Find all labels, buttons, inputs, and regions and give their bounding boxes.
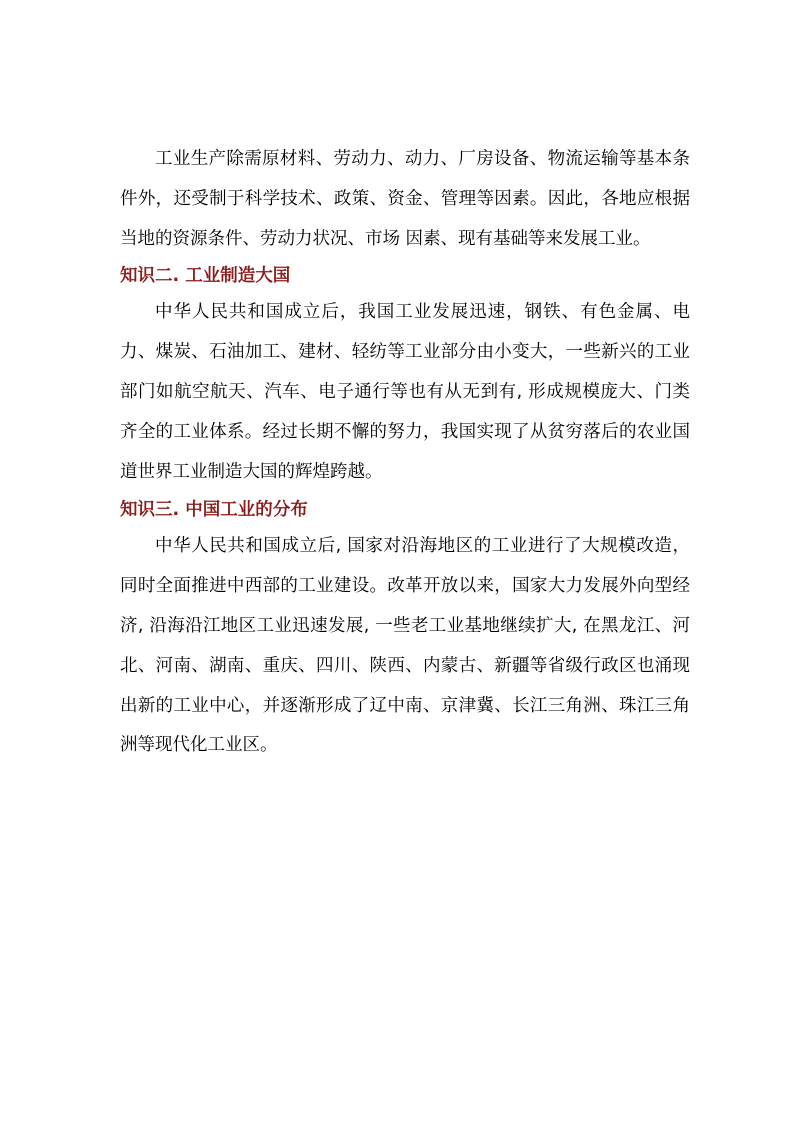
paragraph-industrial-conditions: 工业生产除需原材料、劳动力、动力、厂房设备、物流运输等基本条件外，还受制于科学技术、政策、资金、管理等因素。因此，各地应根据当地的资源条件、劳动力状况、市场 因素、现有基础等来发展工业。 (120, 149, 690, 249)
paragraph-industrial-distribution: 中华人民共和国成立后, 国家对沿海地区的工业进行了大规模改造，同时全面推进中西部的工业建设。改革开放以来，国家大力发展外向型经济, 沿海沿江地区工业迅速发展, 一些老工业基地继续扩大, 在黑龙江、河北、河南、湖南、重庆、四川、陕西、内蒙古、新疆等省级行政区也涌现出新的工业中心，并逐渐形成了辽中南、京津冀、长江三角洲、珠江三角洲等现代化工业区。 (120, 536, 690, 756)
paragraph-manufacturing-power: 中华人民共和国成立后，我国工业发展迅速，钢铁、有色金属、电力、煤炭、石油加工、建材、轻纺等工业部分由小变大，一些新兴的工业部门如航空航天、汽车、电子通行等也有从无到有, 形成规模庞大、门类齐全的工业体系。经过长期不懈的努力，我国实现了从贫穷落后的农业国道世界工业制造大国的辉煌跨越。 (120, 302, 690, 482)
document-body (120, 140, 690, 766)
heading-industrial-distribution: 知识三. 中国工业的分布 (120, 500, 308, 521)
heading-manufacturing-power: 知识二. 工业制造大国 (120, 266, 291, 287)
